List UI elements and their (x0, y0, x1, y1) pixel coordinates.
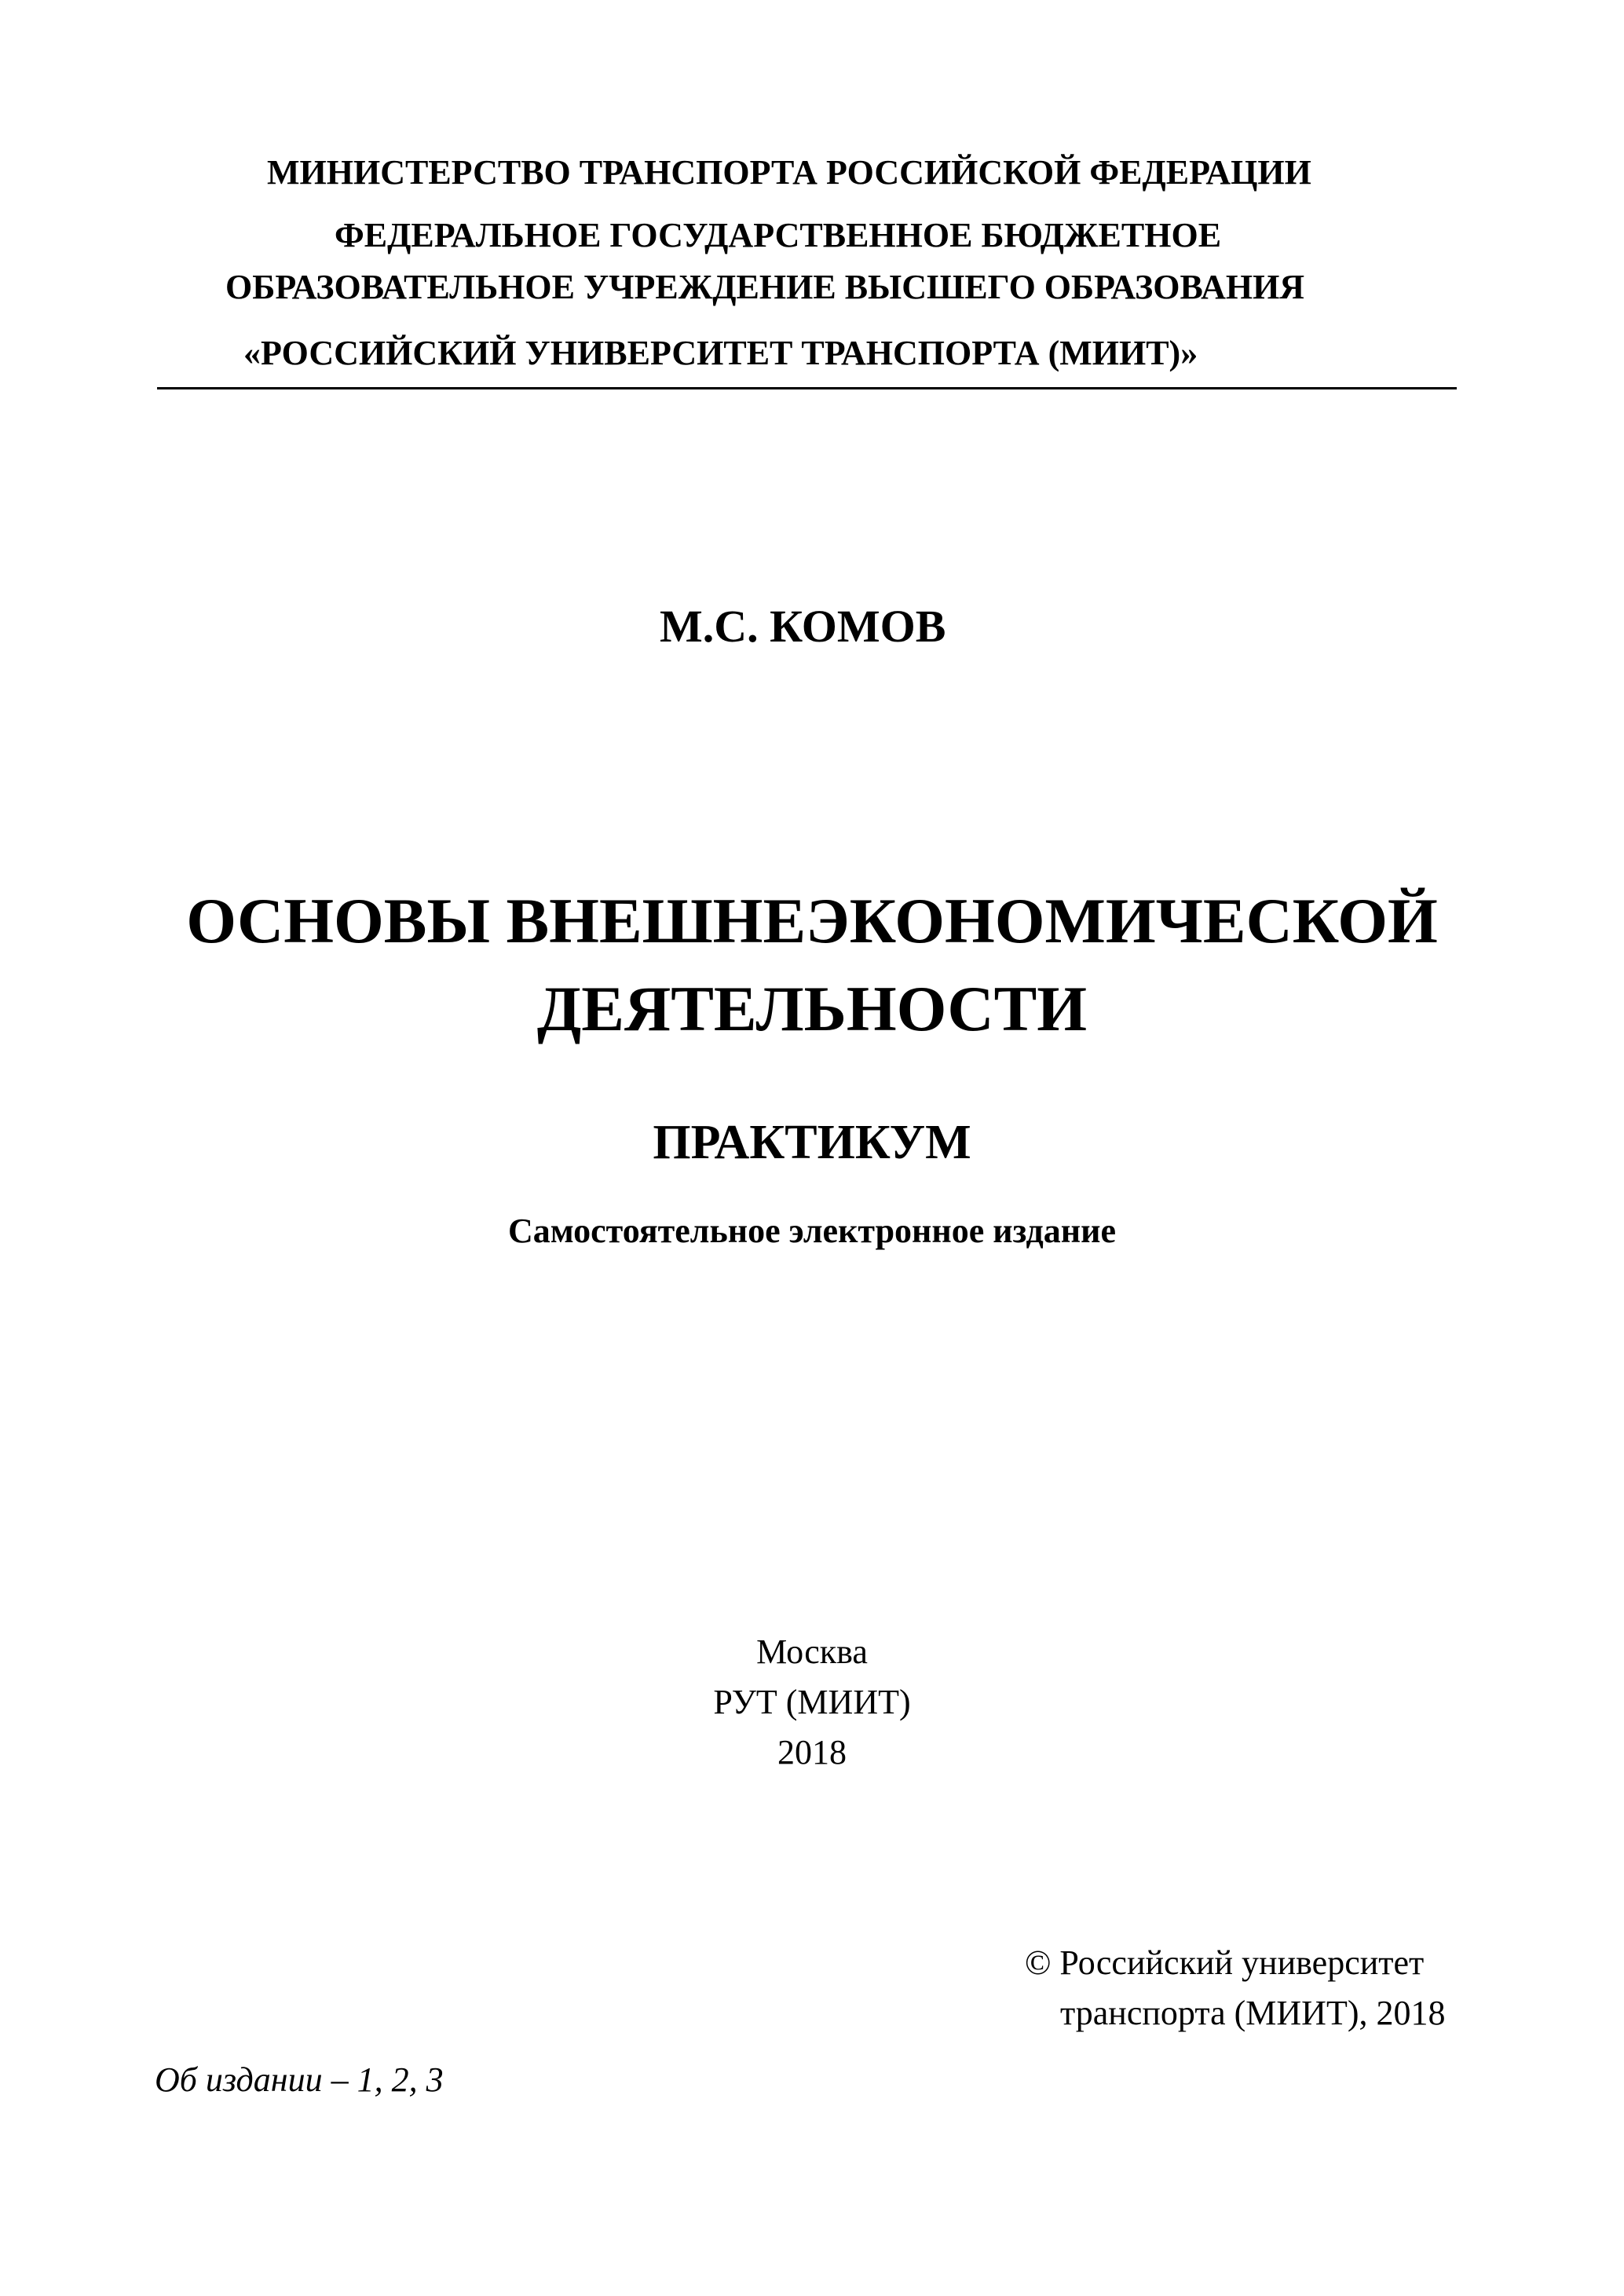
copyright-line-1: © Российский университет (1025, 1943, 1425, 1982)
edition-type: Самостоятельное электронное издание (507, 1212, 1117, 1250)
federal-institution-line: ФЕДЕРАЛЬНОЕ ГОСУДАРСТВЕННОЕ БЮДЖЕТНОЕ (335, 216, 1222, 254)
imprint-publisher: РУТ (МИИТ) (713, 1683, 911, 1721)
edition-note: Об издании – 1, 2, 3 (155, 2060, 444, 2099)
ministry-line: МИНИСТЕРСТВО ТРАНСПОРТА РОССИЙСКОЙ ФЕДЕРАЦИИ (267, 153, 1311, 192)
imprint-year: 2018 (777, 1733, 847, 1771)
education-institution-line: ОБРАЗОВАТЕЛЬНОЕ УЧРЕЖДЕНИЕ ВЫСШЕГО ОБРАЗОВАНИЯ (225, 268, 1305, 306)
imprint-city: Москва (756, 1632, 868, 1671)
document-subtitle: ПРАКТИКУМ (653, 1116, 971, 1169)
university-name-line: «РОССИЙСКИЙ УНИВЕРСИТЕТ ТРАНСПОРТА (МИИТ)» (243, 334, 1198, 372)
copyright-line-2: транспорта (МИИТ), 2018 (1060, 1994, 1446, 2032)
header-divider (157, 387, 1457, 389)
author-name: М.С. КОМОВ (660, 601, 946, 652)
document-title-line-2: ДЕЯТЕЛЬНОСТИ (536, 973, 1088, 1044)
document-title-line-1: ОСНОВЫ ВНЕШНЕЭКОНОМИЧЕСКОЙ (186, 885, 1438, 956)
